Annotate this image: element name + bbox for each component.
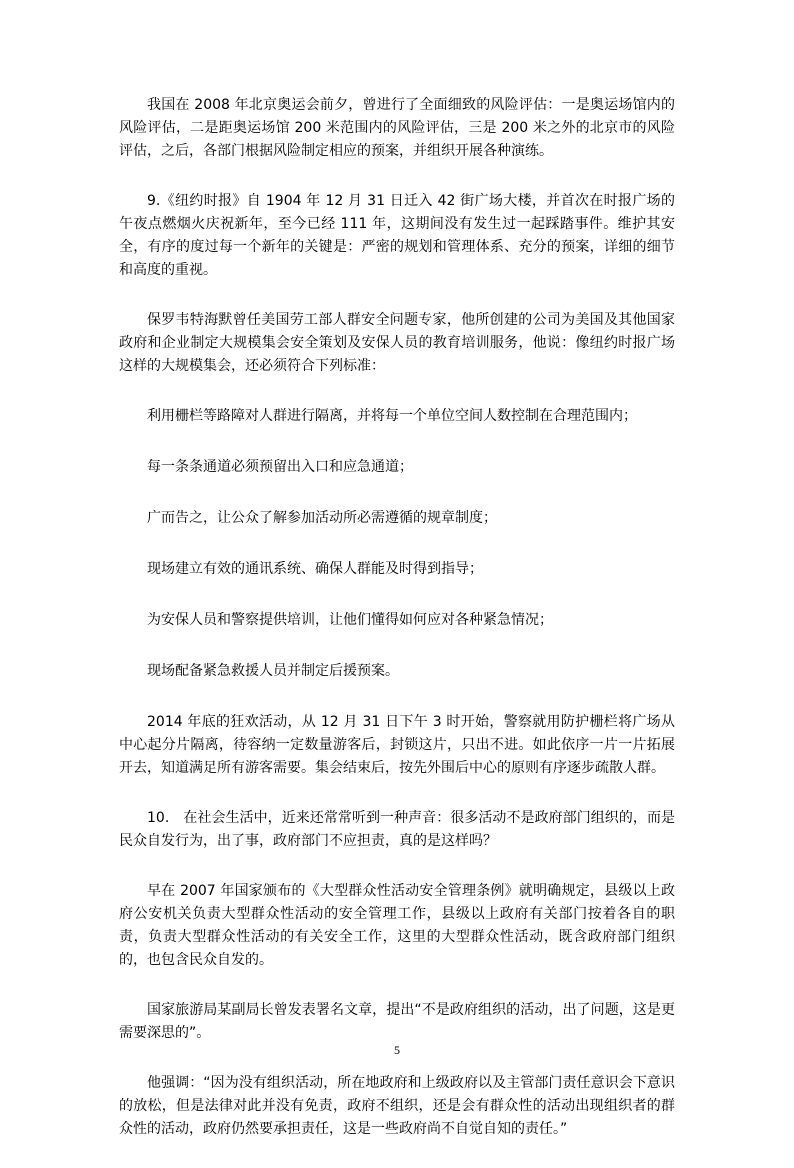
paragraph-2014-event: 2014 年底的狂欢活动，从 12 月 31 日下午 3 时开始，警察就用防护栅栏将广场从中心起分片隔离，待容纳一定数量游客后，封锁这片，只出不进。如此依序一片一片拓展开去，知道满足所有游客需要。集会结束后，按先外围后中心的原则有序逐步疏散人群。 bbox=[119, 714, 675, 776]
page-number: 5 bbox=[394, 1043, 400, 1057]
paragraph-item-10: 10. 在社会生活中，近来还常常听到一种声音：很多活动不是政府部门组织的，而是民众自发行为，出了事，政府部门不应担责，真的是这样吗？ bbox=[119, 810, 675, 849]
paragraph-olympics-risk: 我国在 2008 年北京奥运会前夕，曾进行了全面细致的风险评估：一是奥运场馆内的风险评估，二是距奥运场馆 200 米范围内的风险评估，三是 200 米之外的北京市的风险评估，之后，各部门根据风险制定相应的预案，并组织开展各种演练。 bbox=[119, 97, 675, 159]
paragraph-item-9: 9.《纽约时报》自 1904 年 12 月 31 日迁入 42 街广场大楼，并首次在时报广场的午夜点燃烟火庆祝新年，至今已经 111 年，这期间没有发生过一起踩踏事件。维护其安全，有序的度过每一个新年的关键是：严密的规划和管理体系、充分的预案，详细的细节和高度的重视。 bbox=[119, 193, 675, 278]
paragraph-emphasis-quote: 他强调：“因为没有组织活动，所在地政府和上级政府以及主管部门责任意识会下意识的放松，但是法律对此并没有免责，政府不组织，还是会有群众性的活动出现组织者的群众性的活动，政府仍然要承担责任，这是一些政府尚不自觉自知的责任。” bbox=[119, 1075, 675, 1137]
paragraph-tourism-official: 国家旅游局某副局长曾发表署名文章，提出“不是政府组织的活动，出了问题，这是更需要深思的”。 bbox=[119, 1002, 675, 1041]
list-item-exits: 每一条条通道必须预留出入口和应急通道； bbox=[147, 459, 413, 475]
paragraph-regulation-2007: 早在 2007 年国家颁布的《大型群众性活动安全管理条例》就明确规定，县级以上政府公安机关负责大型群众性活动的安全管理工作，县级以上政府有关部门按着各自的职责，负责大型群众性活动的有关安全工作，这里的大型群众性活动，既含政府部门组织的，也包含民众自发的。 bbox=[119, 883, 675, 968]
list-item-barriers: 利用栅栏等路障对人群进行隔离，并将每一个单位空间人数控制在合理范围内； bbox=[147, 408, 637, 424]
list-item-publicize: 广而告之，让公众了解参加活动所必需遵循的规章制度； bbox=[147, 510, 497, 526]
list-item-communication: 现场建立有效的通讯系统、确保人群能及时得到指导； bbox=[147, 561, 483, 577]
paragraph-wertheimer: 保罗韦特海默曾任美国劳工部人群安全问题专家，他所创建的公司为美国及其他国家政府和企业制定大规模集会安全策划及安保人员的教育培训服务，他说：像纽约时报广场这样的大规模集会，还必须符合下列标准： bbox=[119, 312, 675, 374]
document-body bbox=[119, 94, 675, 1168]
list-item-rescue: 现场配备紧急救援人员并制定后援预案。 bbox=[147, 663, 399, 679]
list-item-training: 为安保人员和警察提供培训，让他们懂得如何应对各种紧急情况； bbox=[147, 612, 553, 628]
